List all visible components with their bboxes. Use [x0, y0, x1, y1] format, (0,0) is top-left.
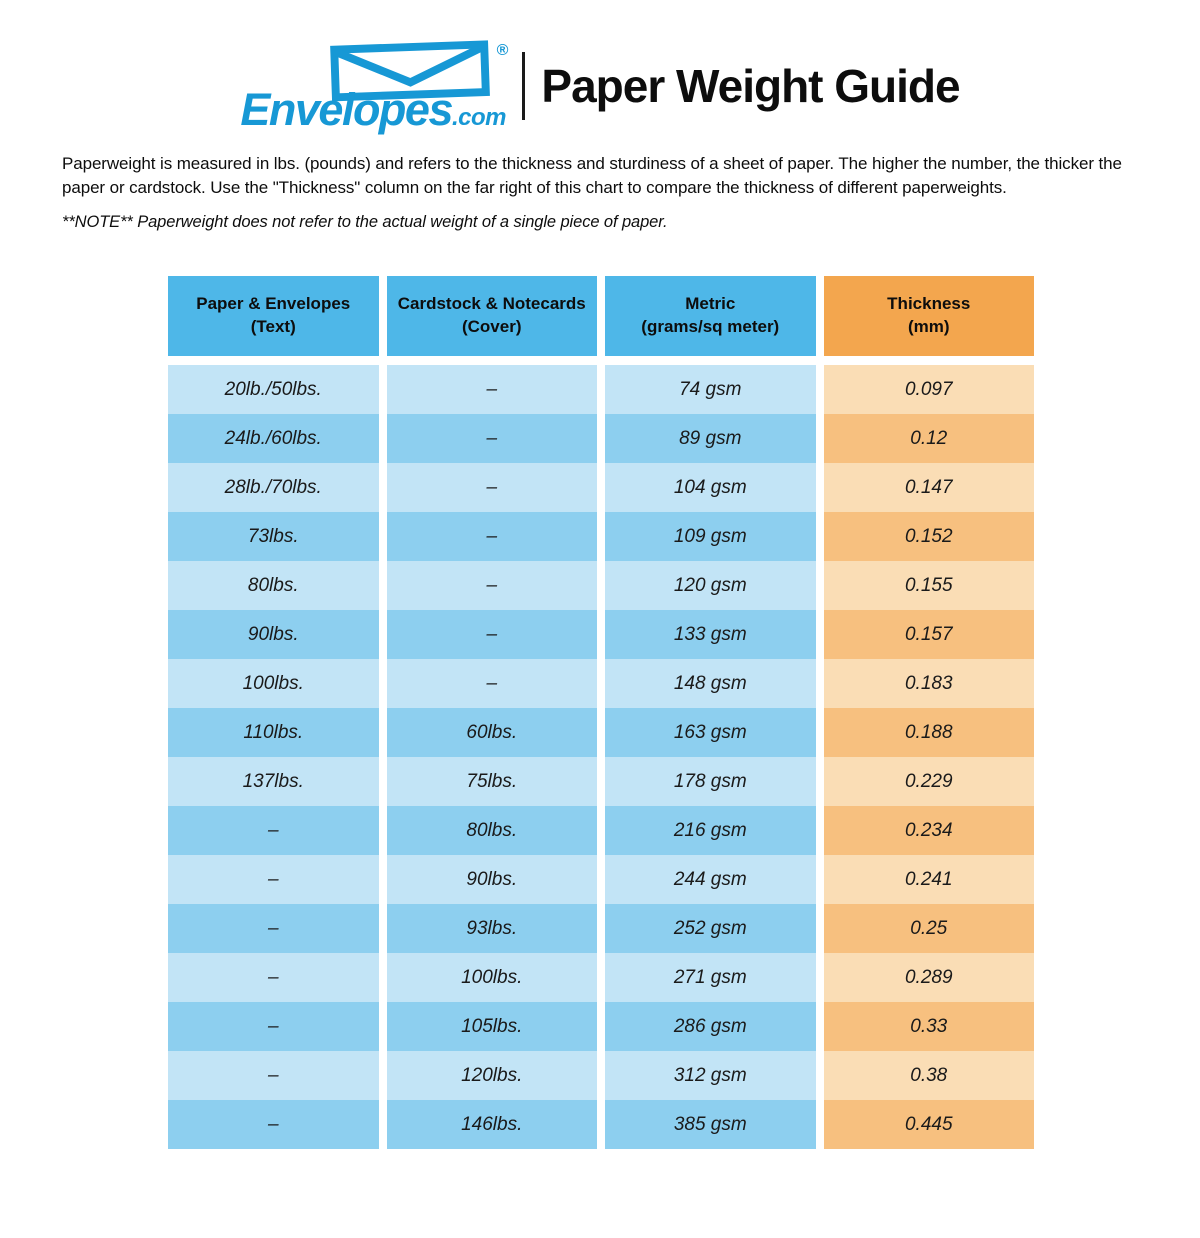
table-cell: 60lbs.: [387, 708, 598, 757]
table-cell: 0.183: [824, 659, 1035, 708]
table-cell: 105lbs.: [387, 1002, 598, 1051]
table-cell: –: [387, 610, 598, 659]
table-cell: –: [387, 561, 598, 610]
table-cell: 0.445: [824, 1100, 1035, 1149]
table-cell: –: [168, 855, 379, 904]
table-cell: 90lbs.: [168, 610, 379, 659]
table-cell: 148 gsm: [605, 659, 816, 708]
table-row: [168, 463, 1034, 512]
paper-weight-table: [168, 276, 1034, 1149]
table-cell: 0.147: [824, 463, 1035, 512]
table-header: [168, 276, 1034, 356]
table-cell: 80lbs.: [168, 561, 379, 610]
table-cell: –: [168, 953, 379, 1002]
header-cell-2: Metric (grams/sq meter): [605, 276, 816, 356]
table-cell: 90lbs.: [387, 855, 598, 904]
table-cell: 73lbs.: [168, 512, 379, 561]
table-cell: –: [387, 463, 598, 512]
table-cell: 120 gsm: [605, 561, 816, 610]
table-cell: 271 gsm: [605, 953, 816, 1002]
table-body: [168, 365, 1034, 1149]
table-row: [168, 904, 1034, 953]
intro-paragraph: Paperweight is measured in lbs. (pounds) and refers to the thickness and sturdiness of a sheet of paper. The higher the number, the thicker the paper or cardstock. Use the "Thickness" column on the far right of this chart to compare the thickness of different paperweights.: [62, 154, 1122, 198]
table-cell: 0.234: [824, 806, 1035, 855]
brand-wordmark: [240, 84, 506, 135]
brand-logo: [240, 40, 509, 135]
table-row: [168, 659, 1034, 708]
table-cell: 0.157: [824, 610, 1035, 659]
table-cell: 0.188: [824, 708, 1035, 757]
table-cell: 0.38: [824, 1051, 1035, 1100]
table-row: [168, 561, 1034, 610]
table-cell: 163 gsm: [605, 708, 816, 757]
table-cell: 0.12: [824, 414, 1035, 463]
page-title: Paper Weight Guide: [541, 60, 960, 112]
table-cell: 286 gsm: [605, 1002, 816, 1051]
table-row: [168, 1002, 1034, 1051]
table-cell: –: [168, 1002, 379, 1051]
table-cell: 146lbs.: [387, 1100, 598, 1149]
page: [0, 38, 1200, 1149]
note-text: **NOTE** Paperweight does not refer to the actual weight of a single piece of paper.: [62, 213, 668, 232]
table-cell: 0.155: [824, 561, 1035, 610]
table-cell: 20lb./50lbs.: [168, 365, 379, 414]
table-cell: 244 gsm: [605, 855, 816, 904]
registered-mark-icon: ®: [496, 42, 509, 59]
brand-name: Envelopes: [240, 84, 452, 135]
table-cell: 100lbs.: [387, 953, 598, 1002]
table-cell: 133 gsm: [605, 610, 816, 659]
table-cell: –: [387, 365, 598, 414]
table-row: [168, 512, 1034, 561]
table-cell: 28lb./70lbs.: [168, 463, 379, 512]
table-row: [168, 610, 1034, 659]
table-row: [168, 708, 1034, 757]
table-row: [168, 806, 1034, 855]
table-cell: –: [387, 659, 598, 708]
table-cell: 0.241: [824, 855, 1035, 904]
table-cell: 0.229: [824, 757, 1035, 806]
table-cell: 110lbs.: [168, 708, 379, 757]
table-cell: 0.289: [824, 953, 1035, 1002]
table-row: [168, 953, 1034, 1002]
header-divider: [522, 52, 525, 120]
table-cell: 74 gsm: [605, 365, 816, 414]
table-cell: 0.097: [824, 365, 1035, 414]
table-cell: –: [168, 1100, 379, 1149]
table-cell: 0.25: [824, 904, 1035, 953]
table-row: [168, 1100, 1034, 1149]
table-row: [168, 757, 1034, 806]
table-cell: 312 gsm: [605, 1051, 816, 1100]
header-cell-0: Paper & Envelopes (Text): [168, 276, 379, 356]
table-cell: 252 gsm: [605, 904, 816, 953]
brand-suffix: .com: [451, 104, 506, 131]
table-cell: –: [168, 1051, 379, 1100]
table-row: [168, 1051, 1034, 1100]
table-cell: –: [387, 414, 598, 463]
table-cell: 89 gsm: [605, 414, 816, 463]
table-cell: 0.33: [824, 1002, 1035, 1051]
table-cell: 93lbs.: [387, 904, 598, 953]
page-header: [0, 38, 1200, 134]
table-cell: –: [168, 806, 379, 855]
table-cell: 100lbs.: [168, 659, 379, 708]
table-cell: –: [168, 904, 379, 953]
table-row: [168, 414, 1034, 463]
table-cell: –: [387, 512, 598, 561]
table-cell: 0.152: [824, 512, 1035, 561]
table-cell: 120lbs.: [387, 1051, 598, 1100]
table-cell: 109 gsm: [605, 512, 816, 561]
table-row: [168, 855, 1034, 904]
table-cell: 104 gsm: [605, 463, 816, 512]
table-cell: 137lbs.: [168, 757, 379, 806]
table-cell: 178 gsm: [605, 757, 816, 806]
table-row: [168, 365, 1034, 414]
table-cell: 216 gsm: [605, 806, 816, 855]
header-cell-1: Cardstock & Notecards (Cover): [387, 276, 598, 356]
table-cell: 24lb./60lbs.: [168, 414, 379, 463]
header-cell-3: Thickness (mm): [824, 276, 1035, 356]
table-cell: 80lbs.: [387, 806, 598, 855]
table-cell: 75lbs.: [387, 757, 598, 806]
table-cell: 385 gsm: [605, 1100, 816, 1149]
